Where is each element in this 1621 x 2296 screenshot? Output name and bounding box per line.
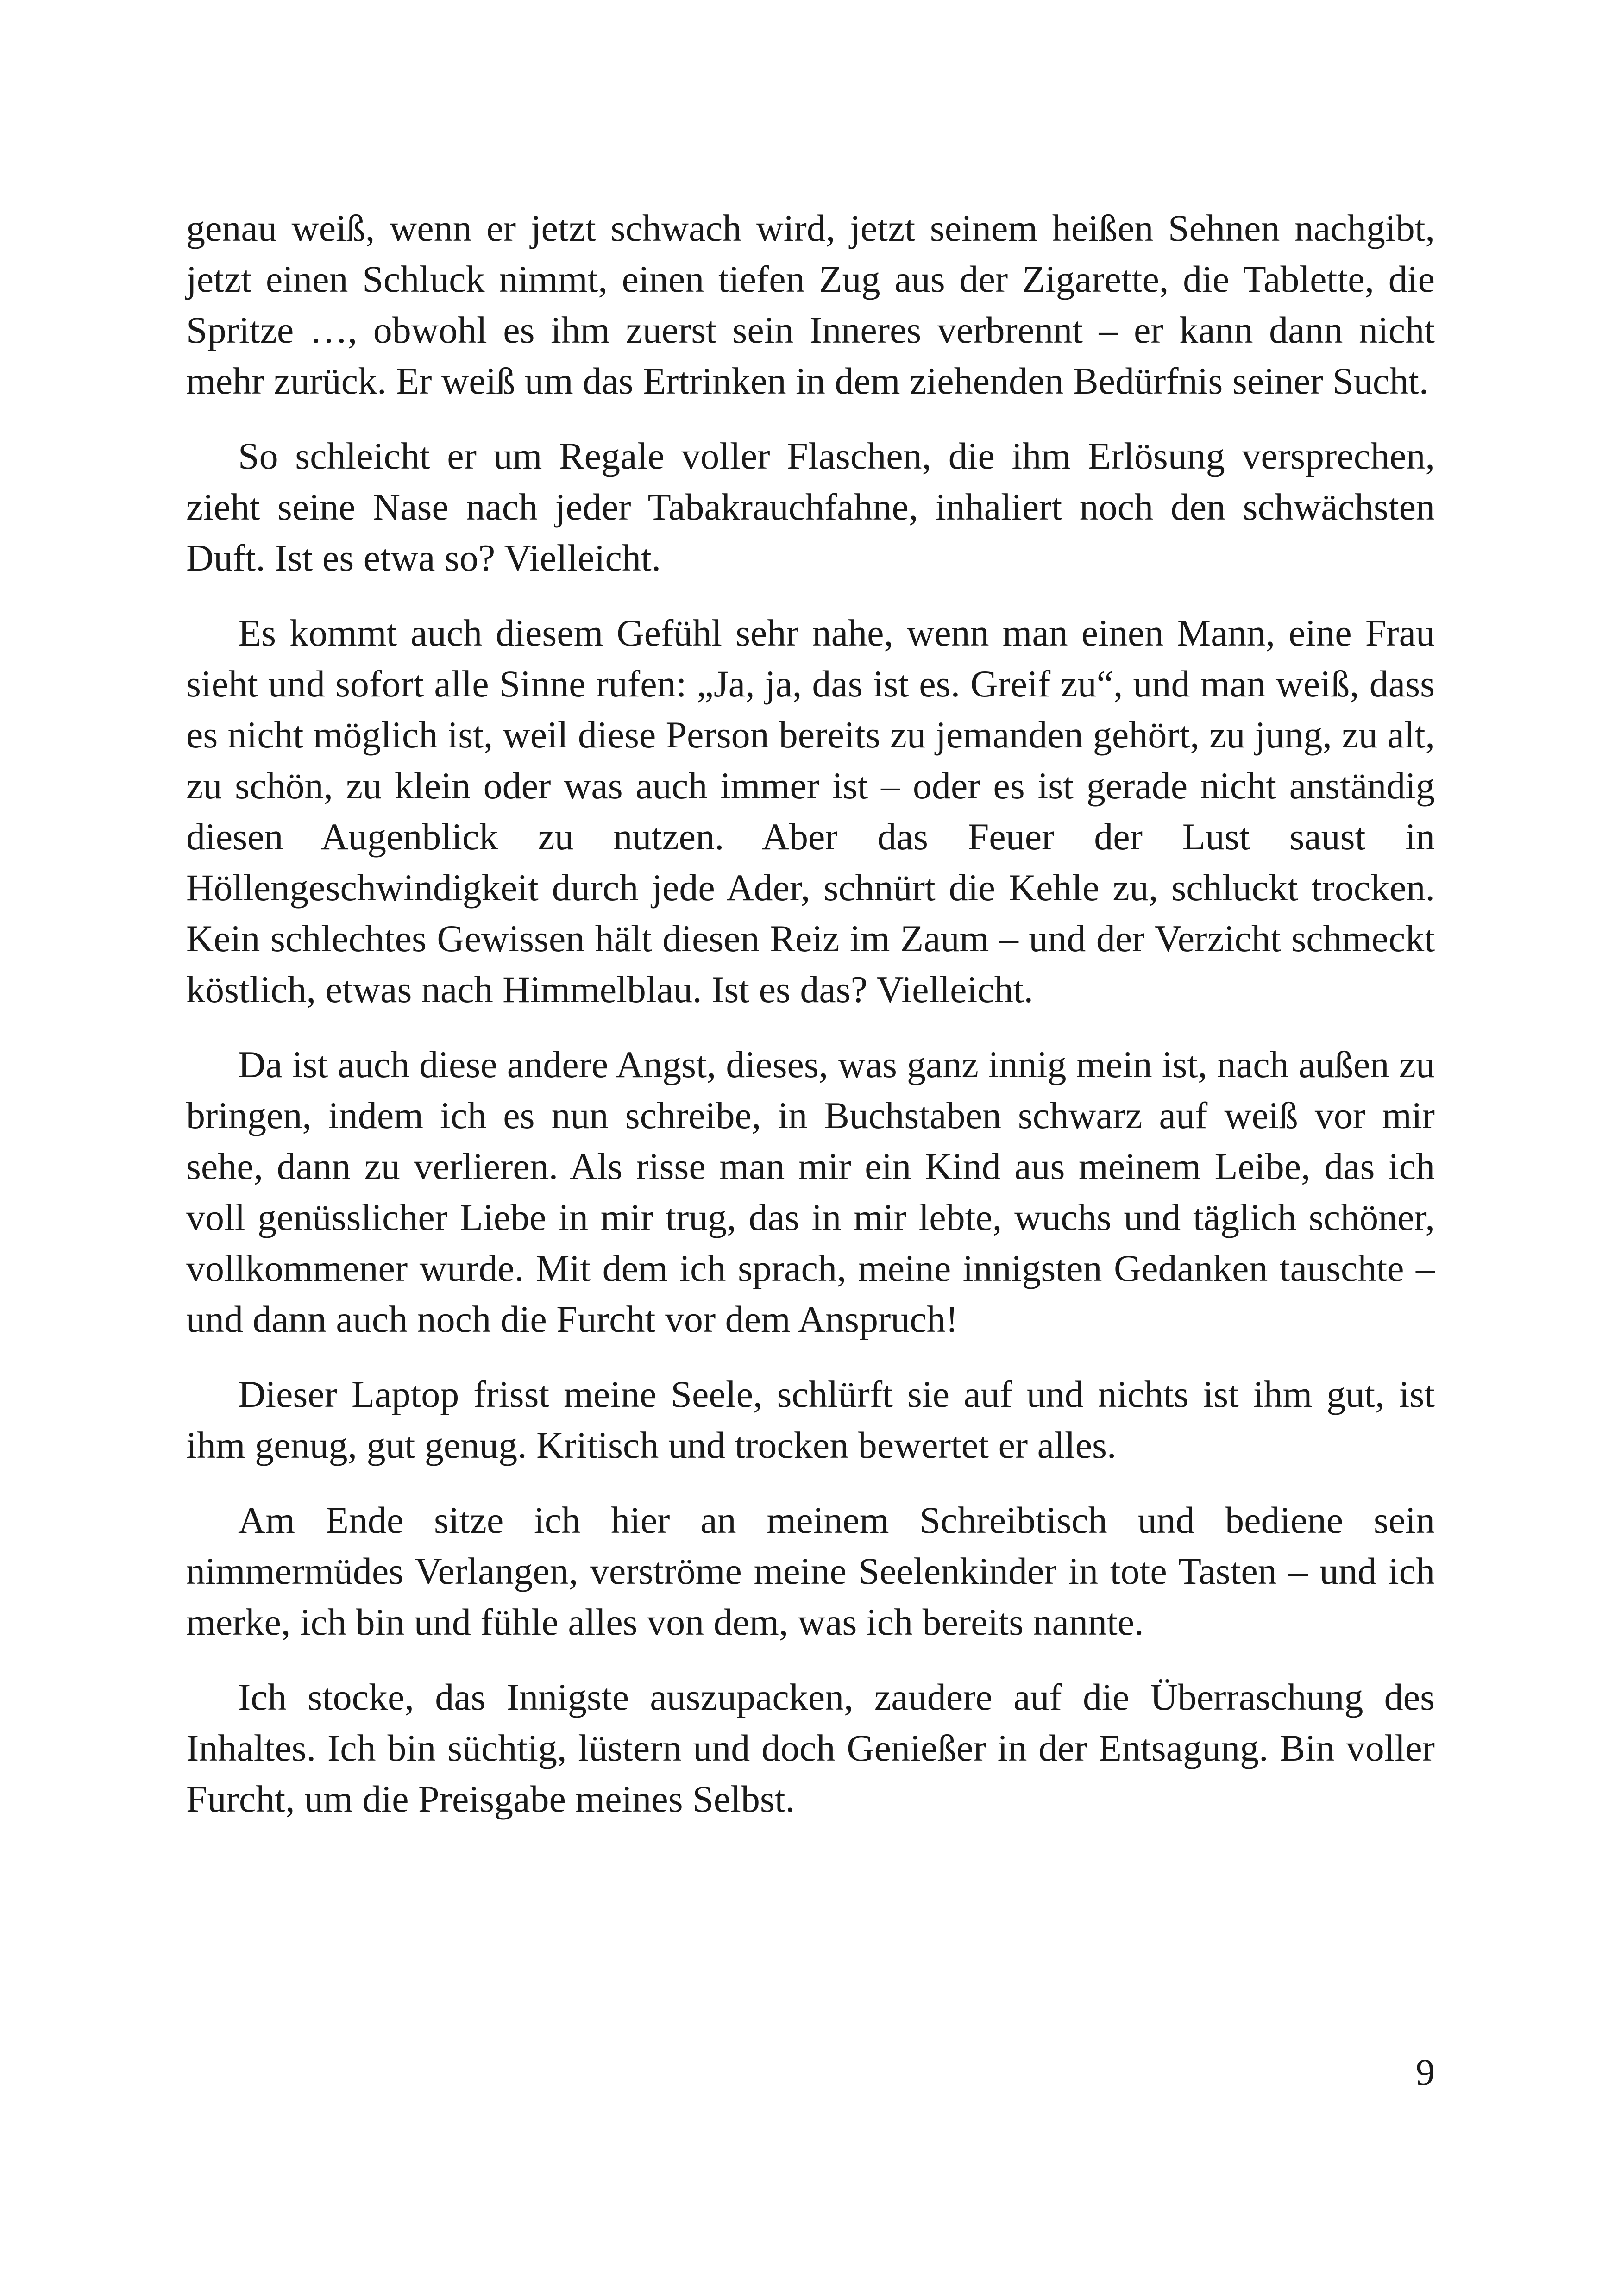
paragraph-continued: genau weiß, wenn er jetzt schwach wird, jetzt seinem heißen Sehnen nachgibt, jetzt einen Schluck nimmt, einen tiefen Zug aus der Zigarette, die Tablette, die Spritze …, obwohl es ihm zuerst sein Inneres verbrennt – er kann dann nicht mehr zurück. Er weiß um das Ertrinken in dem ziehenden Bedürfnis seiner Sucht.	[186, 207, 1435, 402]
paragraph: Da ist auch diese andere Angst, dieses, was ganz innig mein ist, nach außen zu bringen, indem ich es nun schreibe, in Buchstaben schwarz auf weiß vor mir sehe, dann zu verlieren. Als risse man mir ein Kind aus meinem Leibe, das ich voll genüsslicher Liebe in mir trug, das in mir lebte, wuchs und täglich schöner, vollkommener wurde. Mit dem ich sprach, meine innigsten Gedanken tauschte – und dann auch noch die Furcht vor dem Anspruch!	[186, 1043, 1435, 1340]
page-number: 9	[1416, 2051, 1435, 2093]
paragraph: Ich stocke, das Innigste auszupacken, zaudere auf die Überraschung des Inhaltes. Ich bin süchtig, lüstern und doch Genießer in der Entsagung. Bin voller Furcht, um die Preisgabe meines Selbst.	[186, 1676, 1435, 1820]
paragraph: Am Ende sitze ich hier an meinem Schreibtisch und bediene sein nimmermüdes Verlangen, verströme meine Seelenkinder in tote Tasten – und ich merke, ich bin und fühle alles von dem, was ich bereits nannte.	[186, 1499, 1435, 1643]
paragraph: Es kommt auch diesem Gefühl sehr nahe, wenn man einen Mann, eine Frau sieht und sofort alle Sinne rufen: „Ja, ja, das ist es. Greif zu“, und man weiß, dass es nicht möglich ist, weil diese Person bereits zu jemanden gehört, zu jung, zu alt, zu schön, zu klein oder was auch immer ist – oder es ist gerade nicht anständig diesen Augenblick zu nutzen. Aber das Feuer der Lust saust in Höllengeschwindigkeit durch jede Ader, schnürt die Kehle zu, schluckt trocken. Kein schlechtes Gewissen hält diesen Reiz im Zaum – und der Verzicht schmeckt köstlich, etwas nach Himmelblau. Ist es das? Vielleicht.	[186, 612, 1435, 1010]
paragraph: Dieser Laptop frisst meine Seele, schlürft sie auf und nichts ist ihm gut, ist ihm genug, gut genug. Kritisch und trocken bewertet er alles.	[186, 1373, 1435, 1466]
body-text	[186, 203, 1435, 1825]
paragraph: So schleicht er um Regale voller Flaschen, die ihm Erlösung versprechen, zieht seine Nase nach jeder Tabakrauchfahne, inhaliert noch den schwächsten Duft. Ist es etwa so? Vielleicht.	[186, 435, 1435, 579]
